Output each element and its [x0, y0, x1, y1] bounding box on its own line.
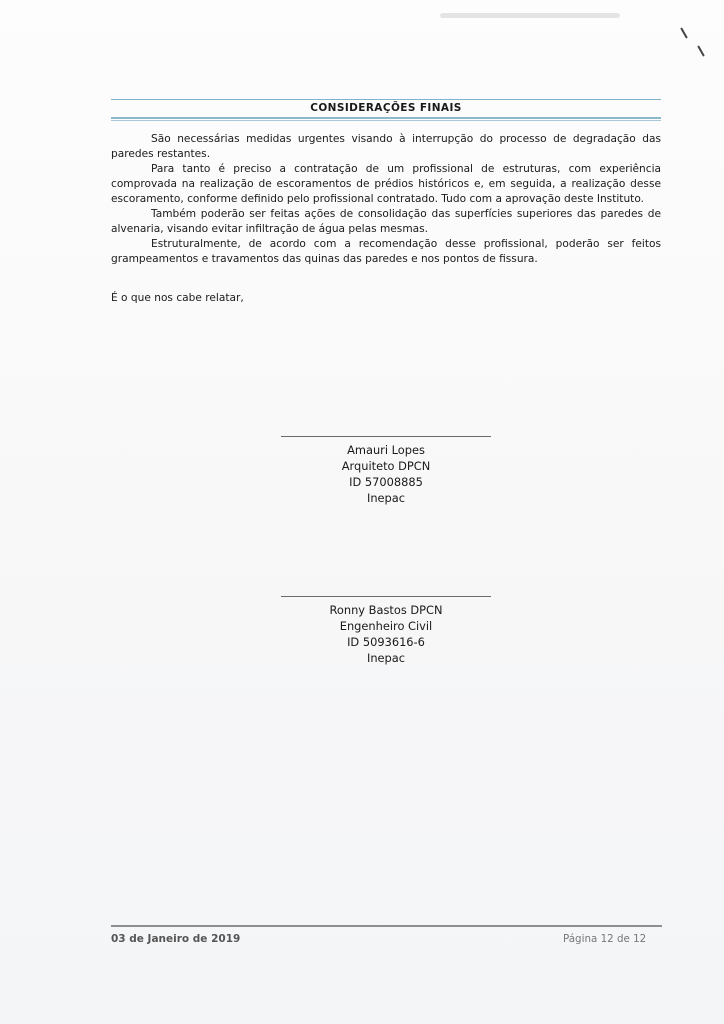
signer-role: Arquiteto DPCN [341, 459, 431, 473]
page-word: Página [563, 933, 598, 945]
heading-text: CONSIDERAÇÕES FINAIS [310, 102, 462, 114]
heading-rule-top [111, 99, 661, 100]
signature-block [281, 596, 491, 666]
signature-line [281, 596, 491, 597]
footer-date: 03 de Janeiro de 2019 [111, 933, 241, 945]
paragraph: Para tanto é preciso a contratação de um profissional de estruturas, com experiência comprovada na realização de escoramentos de prédios históricos e, em seguida, a realização desse escoramento, conforme definido pelo profissional contratado. Tudo com a aprovação deste Instituto. [111, 163, 661, 205]
page-total: 12 [633, 933, 647, 945]
section-heading [111, 96, 661, 122]
paragraph: Estruturalmente, de acordo com a recomendação desse profissional, poderão ser feitos grampeamentos e travamentos das quinas das paredes e nos pontos de fissura. [111, 238, 661, 265]
signer-org: Inepac [366, 651, 406, 665]
closing-sentence: É o que nos cabe relatar, [111, 292, 244, 304]
signature-block [281, 436, 491, 506]
page-of: de [616, 933, 630, 945]
signer-role: Engenheiro Civil [339, 619, 433, 633]
signer-name: Ronny Bastos DPCN [329, 603, 443, 617]
signer-org: Inepac [366, 491, 406, 505]
heading-rule-bottom [111, 117, 661, 119]
scan-smudge [440, 13, 620, 18]
paragraph: Também poderão ser feitas ações de consolidação das superfícies superiores das paredes de alvenaria, visando evitar infiltração de água pelas mesmas. [111, 208, 661, 235]
body-text [111, 132, 661, 267]
footer-rule [111, 925, 662, 927]
signer-id: ID 57008885 [349, 475, 423, 489]
page-current: 12 [600, 933, 614, 945]
heading-rule-bottom-thin [111, 120, 661, 121]
signature-line [281, 436, 491, 437]
paragraph: São necessárias medidas urgentes visando à interrupção do processo de degradação das paredes restantes. [111, 133, 661, 160]
page-number [563, 933, 646, 945]
signer-name: Amauri Lopes [347, 443, 425, 457]
signer-id: ID 5093616-6 [347, 635, 425, 649]
